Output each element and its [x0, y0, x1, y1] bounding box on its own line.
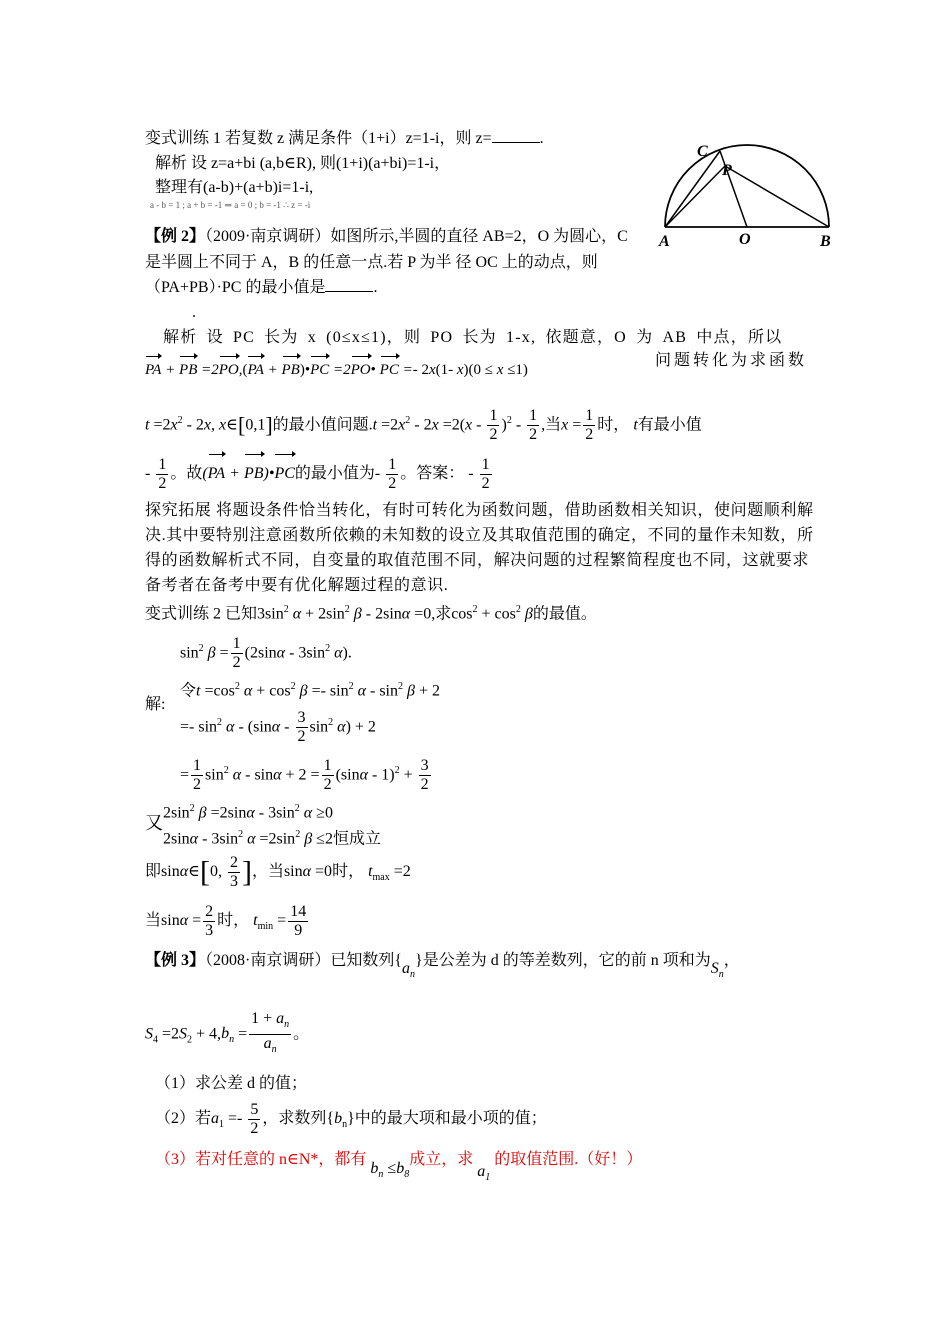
tiny-formula: a - b = 1 ; a + b = -1 ⇒ a = 0 ; b = -1 ∴ z = -i: [150, 200, 311, 210]
variant1-solution-1: 解析 设 z=a+bi (a,b∈R), 则(1+i)(a+bi)=1-i，: [155, 155, 451, 172]
explore-4: 备考者在备考中要有优化解题过程的意识.: [145, 577, 449, 594]
jie-label: 解:: [145, 696, 166, 713]
semicircle-figure: [650, 138, 840, 253]
explore-2: 决.其中要特别注意函数所依赖的未知数的设立及其取值范围的确定，不同的量作未知数，所: [145, 527, 814, 544]
label-C: C: [697, 143, 708, 160]
function-line: $t =2x^2 - 2x$, x∈[0,1]的最小值问题$.t =2x^2 - 2x =2(x$ - $\frac{1}{2}$ )$^2$ - $\frac{1}{2}$ ,当x = $\frac{1}{2}$ 时， t有最小值: [145, 407, 702, 444]
example2-line2: 是半圆上不同于 A，B 的任意一点.若 P 为半 径 OC 上的动点，则: [145, 254, 598, 271]
vector-equation: PA + PB =2PO,(PA + PB)•PC =2PO• PC =- 2x(1- x)(0 ≤ x ≤1): [145, 359, 528, 381]
min-value-line: - $\frac{1}{2}$ 。故(PA + PB)•PC的最小值为- $\frac{1}{2}$ 。答案： - $\frac{1}{2}$: [145, 456, 490, 492]
problem-transform-text: 问题转化为求函数: [655, 352, 808, 369]
answer-blank-2: [325, 277, 373, 292]
tmin-line: 当sinα = $\frac{2}{3}$ 时， $t_{min}$ = $\frac{14}{9}$: [145, 902, 307, 939]
ineq-line-2: $2\sin\alpha - 3\sin^2$ $\alpha =2\sin^2$ β ≤2恒成立: [163, 829, 381, 848]
variant1-solution-2: 整理有(a-b)+(a+b)i=1-i,: [155, 179, 314, 196]
semicircle-arc: [665, 145, 829, 227]
example2-solution-intro: 解析 设 PC 长为 x (0≤x≤1)，则 PO 长为 1-x, 依题意，O 为 AB 中点，所以: [163, 329, 783, 346]
range-line: 即sinα∈[0, $\frac{2}{3}$ ]，当sinα =0时， $t_{max} =2$: [145, 853, 411, 890]
derive-line-2: = $\frac{1}{2}$ $\sin^2 \alpha - \sin\alpha + 2$ = $\frac{1}{2}$ (sinα - 1)$^2$ + $\frac{3}{2}$: [180, 757, 429, 794]
variant2-title: 变式训练 2 已知$3\sin^2$ $\alpha + 2\sin^2$ β - 2sinα =0,求$\cos^2 + \cos^2 \beta$的最值。: [145, 604, 597, 623]
example3-condition: $S_4 =2S_2 + 4,b_n$ = $\frac{1 + a_n}{a_n}$ 。: [145, 1010, 310, 1056]
segment-AC: [665, 151, 720, 227]
example2-line3: （PA+PB）·PC 的最小值是 .: [145, 279, 378, 296]
answer-blank: [492, 128, 540, 143]
let-t-line: 令$t =\cos^2$ $\alpha + \cos^2 \beta =- \sin^2 \alpha - \sin^2 \beta + 2$: [180, 681, 440, 700]
explore-1: 探究拓展 将题设条件恰当转化，有时可转化为函数问题，借助函数相关知识，使问题顺利解: [145, 502, 814, 519]
you-label: 又: [145, 813, 163, 833]
label-O: O: [739, 231, 751, 248]
derive-line-1: =- $\sin^2 \alpha - (\sin\alpha$ - $\frac{3}{2}$ $\sin^2 \alpha) + 2$: [180, 709, 376, 746]
ineq-line-1: $2\sin^2$ $\beta =2\sin\alpha - 3\sin^2$ α ≥0: [163, 803, 333, 822]
label-B: B: [820, 233, 831, 250]
variant1-title: 变式训练 1 若复数 z 满足条件（1+i）z=1-i，则 z= .: [145, 130, 544, 147]
question-2: （2）若$a_1$ =- $\frac{5}{2}$ ，求数列$\{b_n\}$中的最大项和最小项的值；: [155, 1100, 547, 1137]
segment-PB: [725, 166, 829, 227]
example3-line1: 【例 3】（2008·南京调研）已知数列$\{a_n\}$是公差为 d 的等差数列，它的前 n 项和为$S_n$，: [145, 952, 740, 981]
example2-line1: 【例 2】（2009·南京调研）如图所示,半圆的直径 AB=2，O 为圆心，C: [145, 228, 628, 245]
label-P: P: [722, 162, 732, 179]
sin-beta-expr: $\sin^2 \beta$ = $\frac{1}{2}$ ($2\sin\alpha - 3\sin^2$ α).: [180, 635, 352, 672]
question-3: （3）若对任意的 n∈N*，都有 $b_n \le b_8$成立，求 $a_1$ 的取值范围.（好！）: [155, 1151, 643, 1184]
label-A: A: [659, 233, 670, 250]
question-1: （1）求公差 d 的值；: [155, 1075, 308, 1092]
explore-3: 得的函数解析式不同，自变量的取值范围不同，解决问题的过程繁简程度也不同，这就要求: [145, 552, 810, 569]
stray-dot: .: [192, 304, 196, 321]
segment-PA: [665, 166, 725, 227]
